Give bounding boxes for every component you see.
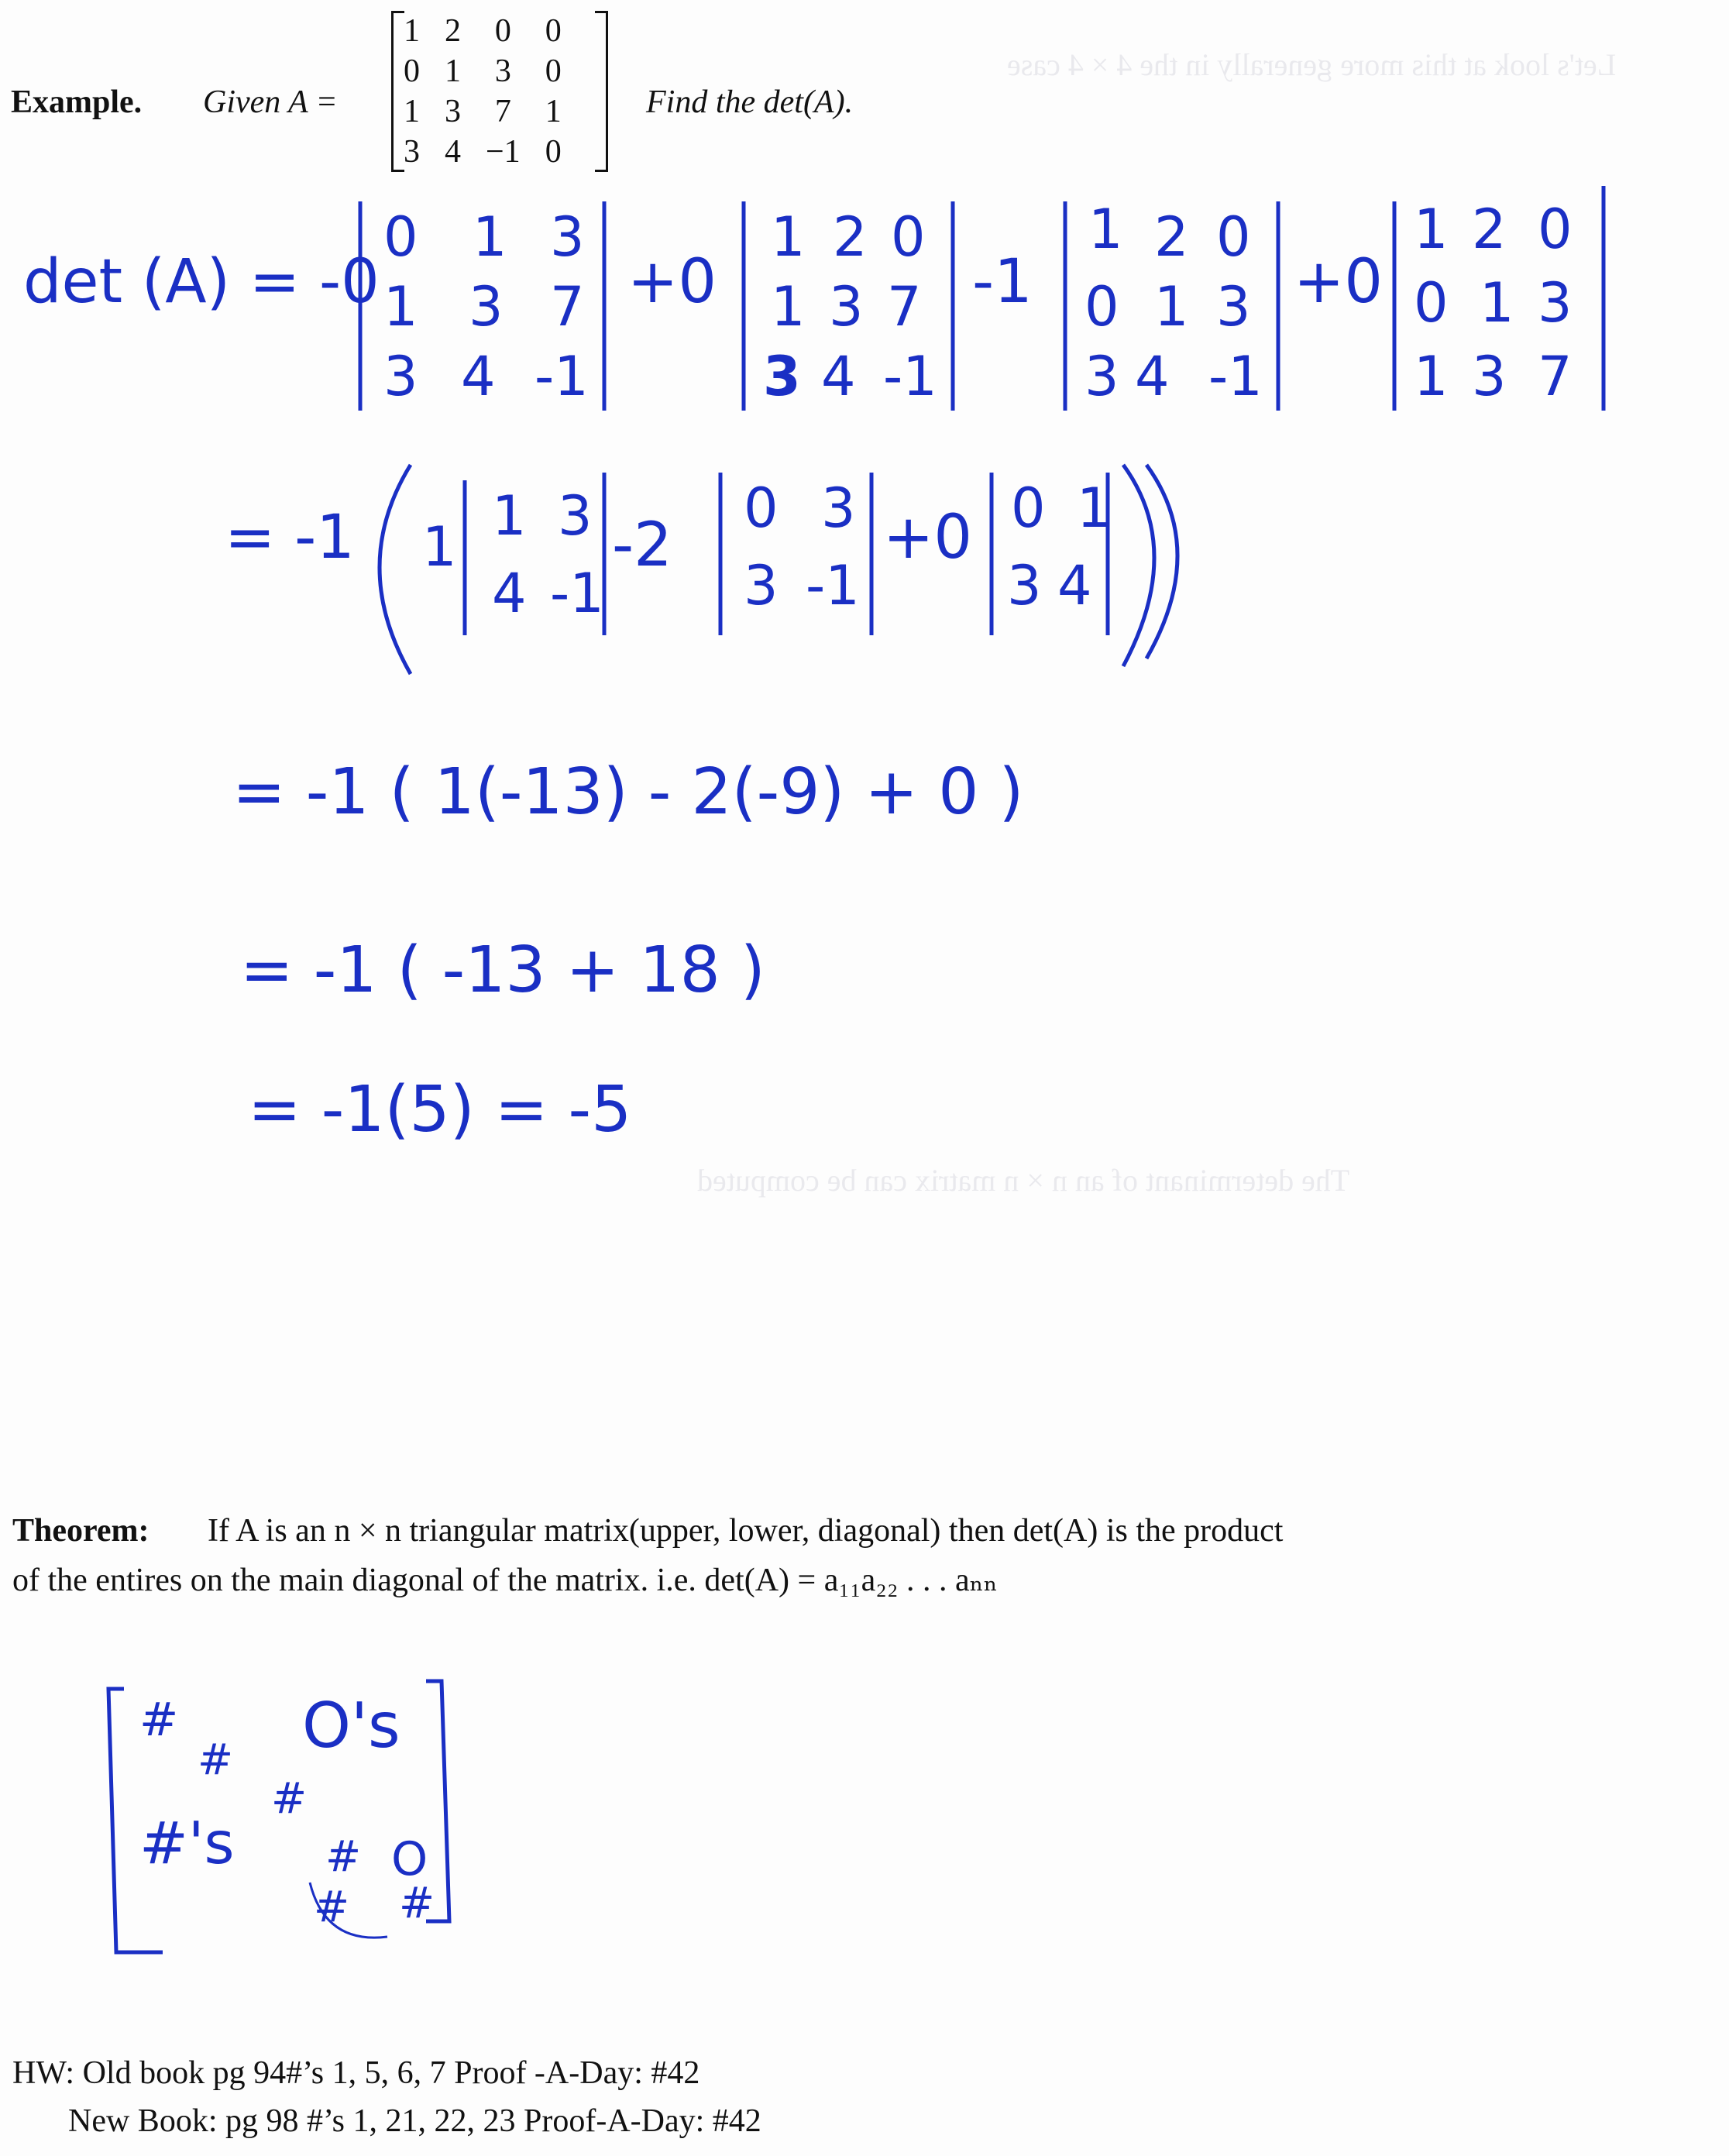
corner-zero: O	[391, 1832, 428, 1886]
svg-text:= -1 ( -13 + 18 ): = -1 ( -13 + 18 )	[240, 934, 765, 1007]
diagonal-entry-2: #	[198, 1735, 234, 1784]
svg-text:2: 2	[833, 205, 868, 269]
work-line1-prefix: det (A) = -0	[23, 247, 380, 317]
svg-text:3: 3	[550, 205, 585, 269]
theorem-line-2: of the entires on the main diagonal of the matrix. i.e. det(A) = a₁₁a₂₂ . . . aₙₙ	[12, 1563, 999, 1598]
svg-text:+0: +0	[1294, 247, 1383, 317]
svg-text:0: 0	[1414, 271, 1449, 335]
svg-text:4: 4	[461, 345, 496, 408]
svg-text:1: 1	[383, 275, 418, 339]
svg-text:-1: -1	[535, 345, 589, 408]
work-line-3	[225, 697, 1232, 891]
svg-text:-2: -2	[612, 511, 672, 580]
svg-text:7: 7	[1538, 345, 1573, 408]
svg-text:1: 1	[1077, 476, 1112, 540]
svg-text:4: 4	[821, 345, 856, 408]
svg-text:0: 0	[1011, 476, 1046, 540]
example-find: Find the det(A).	[646, 84, 854, 120]
svg-text:3: 3	[1084, 345, 1119, 408]
svg-text:= -1: = -1	[225, 503, 355, 573]
svg-text:3: 3	[744, 554, 779, 617]
svg-text:2: 2	[1154, 205, 1189, 269]
svg-text:3: 3	[383, 345, 418, 408]
matrix-a-table: 1 2 0 0 0 1 3 0 1 3 7 1 3 4 −1 0	[404, 13, 562, 170]
svg-text:-1: -1	[972, 247, 1033, 317]
svg-text:0: 0	[383, 205, 418, 269]
diagonal-entry-1: #	[139, 1693, 179, 1747]
svg-text:= -1(5) = -5: = -1(5) = -5	[248, 1073, 632, 1147]
svg-text:4: 4	[1057, 554, 1092, 617]
diagonal-entry-3: #	[271, 1773, 308, 1823]
example-label: Example.	[11, 84, 143, 120]
svg-text:3: 3	[558, 484, 593, 548]
svg-text:1: 1	[1088, 198, 1123, 261]
bleed-through-text: Let's look at this more generally in the 4 × 4 case	[1007, 47, 1617, 82]
svg-text:1: 1	[492, 484, 527, 548]
svg-text:3: 3	[1472, 345, 1507, 408]
svg-text:1: 1	[771, 205, 806, 269]
svg-text:0: 0	[1216, 205, 1251, 269]
svg-text:0: 0	[891, 205, 926, 269]
svg-text:-1: -1	[883, 345, 937, 408]
svg-text:+0: +0	[627, 247, 717, 317]
bleed-through-text: The determinant of an n × n matrix can be computed	[697, 1163, 1350, 1198]
theorem-label: Theorem:	[12, 1513, 150, 1549]
svg-text:3: 3	[1538, 271, 1573, 335]
svg-text:1: 1	[422, 515, 457, 579]
homework-line-1: HW: Old book pg 94#’s 1, 5, 6, 7 Proof -A-Day: #42	[12, 2055, 700, 2091]
triangular-matrix-sketch	[93, 1666, 496, 1968]
svg-text:1: 1	[1414, 345, 1449, 408]
diagonal-entry-5: #	[399, 1878, 435, 1927]
svg-text:1: 1	[771, 275, 806, 339]
work-line-2	[217, 449, 1456, 682]
svg-text:0: 0	[1084, 275, 1119, 339]
svg-text:0: 0	[1538, 198, 1573, 261]
svg-text:1: 1	[473, 205, 507, 269]
svg-text:4: 4	[492, 562, 527, 625]
svg-text:-1: -1	[806, 554, 860, 617]
svg-text:7: 7	[887, 275, 922, 339]
svg-text:3: 3	[821, 476, 856, 540]
work-line-1	[8, 170, 1634, 426]
svg-text:3: 3	[1216, 275, 1251, 339]
svg-text:3: 3	[469, 275, 504, 339]
svg-text:1: 1	[1154, 275, 1189, 339]
svg-text:0: 0	[744, 476, 779, 540]
work-line-5	[240, 1038, 860, 1178]
svg-text:-1: -1	[1208, 345, 1263, 408]
svg-text:2: 2	[1472, 198, 1507, 261]
diagonal-entry-4: #	[325, 1831, 362, 1881]
svg-text:7: 7	[550, 275, 585, 339]
theorem-line-1: If A is an n × n triangular matrix(upper, lower, diagonal) then det(A) is the product	[208, 1513, 1284, 1549]
svg-text:3: 3	[829, 275, 864, 339]
upper-zeros-label: O's	[302, 1690, 400, 1762]
homework-line-2: New Book: pg 98 #’s 1, 21, 22, 23 Proof-A-Day: #42	[68, 2103, 761, 2139]
matrix-a	[391, 11, 608, 172]
svg-text:3: 3	[1007, 554, 1042, 617]
example-given: Given A =	[203, 84, 338, 120]
svg-text:+0: +0	[883, 503, 972, 573]
svg-text:= -1 ( 1(-13) - 2(-9) + 0 ): = -1 ( 1(-13) - 2(-9) + 0 )	[232, 755, 1024, 829]
lower-entries-label: #'s	[139, 1809, 235, 1877]
svg-text:1: 1	[1480, 271, 1514, 335]
bottom-entry: #	[314, 1882, 350, 1931]
svg-text:-1: -1	[550, 562, 604, 625]
svg-text:3: 3	[763, 345, 801, 408]
work-line-4	[232, 891, 930, 1046]
svg-text:4: 4	[1135, 345, 1170, 408]
svg-text:1: 1	[1414, 198, 1449, 261]
